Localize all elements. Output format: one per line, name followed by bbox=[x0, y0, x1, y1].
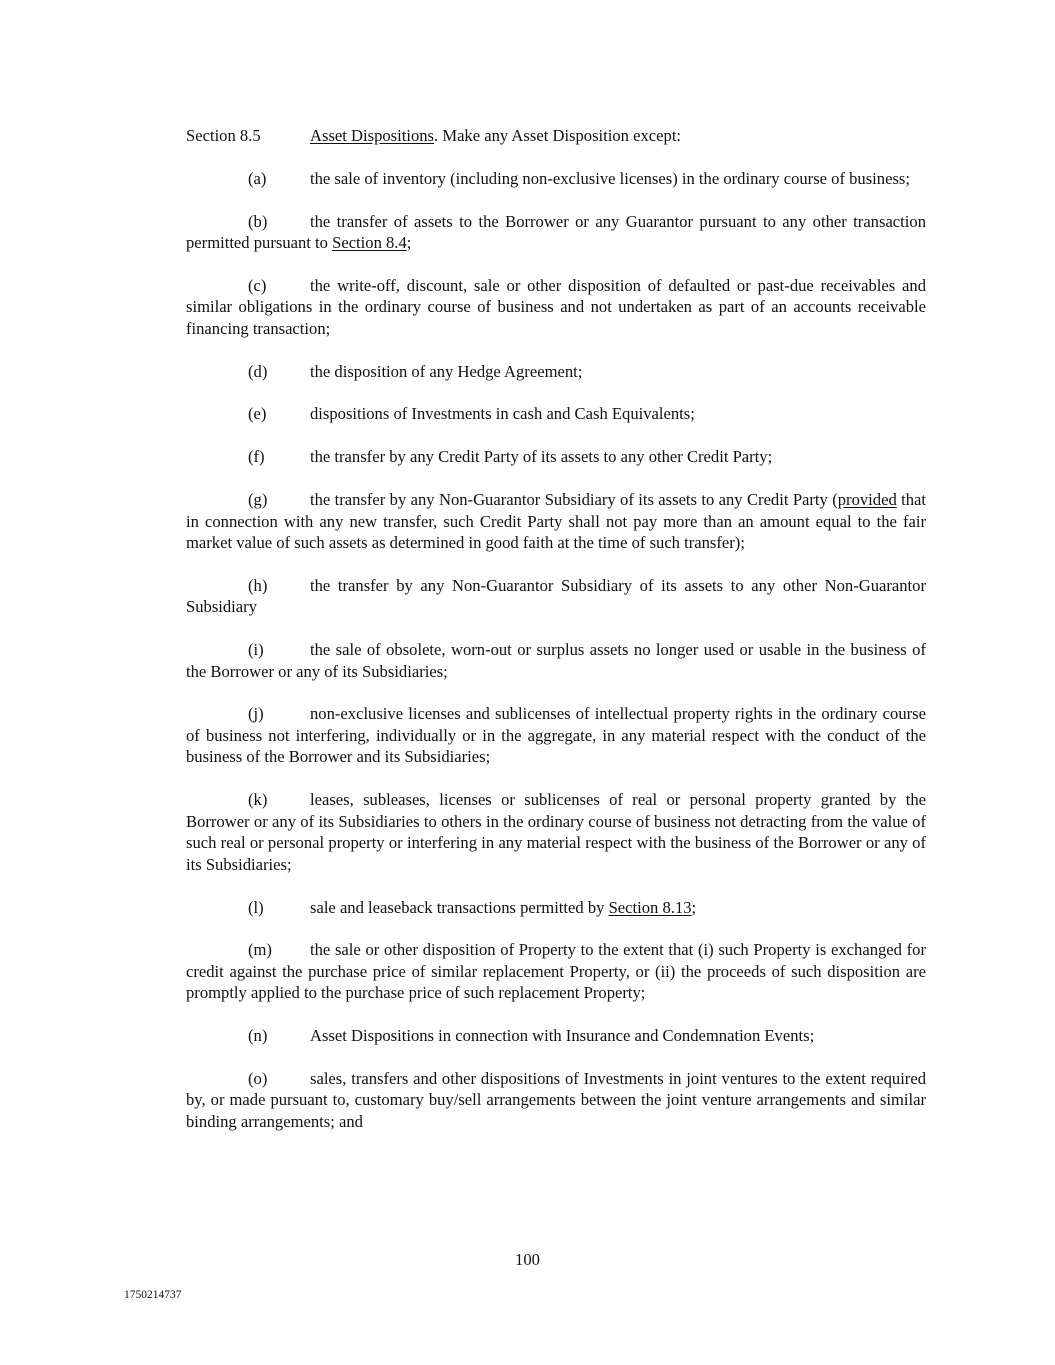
clause-label: (d) bbox=[248, 361, 268, 381]
clause-text: the write-off, discount, sale or other disposition of defaulted or past-due receivables and similar obligations in the ordinary course of business and not undertaken as part of an accounts receivable financing transaction; bbox=[186, 275, 926, 338]
clause-label: (a) bbox=[248, 168, 267, 188]
section-title: Asset Dispositions bbox=[310, 126, 435, 145]
section-heading bbox=[186, 125, 926, 147]
clause-text: the sale or other disposition of Property to the extent that (i) such Property is exchanged for credit against the purchase price of similar replacement Property, or (ii) the proceeds of such disposition are promptly applied to the purchase price of such replacement Property; bbox=[186, 940, 926, 1003]
clause-text: the sale of obsolete, worn-out or surplus assets no longer used or usable in the business of the Borrower or any of its Subsidiaries; bbox=[186, 640, 926, 681]
clause-label: (e) bbox=[248, 404, 267, 424]
clause-text: Asset Dispositions in connection with Insurance and Condemnation Events; bbox=[310, 1026, 815, 1046]
clause-e bbox=[186, 403, 926, 425]
clause-c bbox=[186, 275, 926, 340]
clause-a bbox=[186, 168, 926, 190]
clause-h bbox=[186, 575, 926, 618]
clause-label: (m) bbox=[248, 940, 272, 960]
document-body bbox=[186, 125, 926, 1149]
clause-text-end: ; bbox=[406, 233, 412, 253]
clause-text: the sale of inventory (including non-exclusive licenses) in the ordinary course of business; bbox=[310, 168, 910, 188]
clause-g bbox=[186, 489, 926, 554]
document-id: 1750214737 bbox=[124, 1289, 182, 1301]
clause-text: the transfer by any Credit Party of its assets to any other Credit Party; bbox=[310, 447, 773, 467]
clause-label: (g) bbox=[248, 490, 268, 510]
clause-label: (i) bbox=[248, 640, 264, 660]
clause-i bbox=[186, 639, 926, 682]
clause-l bbox=[186, 897, 926, 919]
clause-text: sales, transfers and other dispositions of Investments in joint ventures to the extent required by, or made pursuant to, customary buy/sell arrangements between the joint venture arrangements and similar binding arrangements; and bbox=[186, 1068, 926, 1131]
clause-text: the transfer by any Non-Guarantor Subsidiary of its assets to any other Non-Guarantor Subsidiary bbox=[186, 575, 926, 617]
clause-label: (k) bbox=[248, 790, 268, 810]
clause-m bbox=[186, 939, 926, 1004]
clause-b bbox=[186, 211, 926, 254]
clause-label: (h) bbox=[248, 575, 268, 595]
clause-n bbox=[186, 1025, 926, 1047]
clause-d bbox=[186, 361, 926, 383]
clause-text: the disposition of any Hedge Agreement; bbox=[310, 361, 583, 381]
clause-label: (n) bbox=[248, 1026, 268, 1046]
clause-text: the transfer by any Non-Guarantor Subsidiary of its assets to any Credit Party ( bbox=[310, 490, 838, 510]
clause-label: (j) bbox=[248, 704, 264, 724]
clause-text: the transfer of assets to the Borrower or any Guarantor pursuant to any other transaction permitted pursuant to bbox=[186, 211, 926, 253]
section-intro: . Make any Asset Disposition except: bbox=[434, 126, 682, 145]
clause-label: (f) bbox=[248, 447, 265, 467]
clause-text: dispositions of Investments in cash and Cash Equivalents; bbox=[310, 404, 695, 424]
clause-text: sale and leaseback transactions permitted by bbox=[310, 897, 609, 917]
section-number: Section 8.5 bbox=[186, 126, 261, 145]
clause-o bbox=[186, 1068, 926, 1133]
clause-k bbox=[186, 789, 926, 875]
clause-j bbox=[186, 703, 926, 768]
provided-term: provided bbox=[837, 490, 897, 510]
clause-text: non-exclusive licenses and sublicenses of intellectual property rights in the ordinary course of business not interfering, individually or in the aggregate, in any material respect with the conduct of the business of the Borrower and its Subsidiaries; bbox=[186, 704, 926, 767]
clause-text-end: that in connection with any new transfer, such Credit Party shall not pay more than an amount equal to the fair market value of such assets as determined in good faith at the time of such transfer); bbox=[186, 490, 926, 553]
clause-text-end: ; bbox=[691, 897, 697, 917]
clause-label: (o) bbox=[248, 1068, 268, 1088]
clause-label: (b) bbox=[248, 211, 268, 231]
section-reference-link[interactable]: Section 8.4 bbox=[332, 233, 407, 253]
clause-label: (l) bbox=[248, 897, 264, 917]
clause-text: leases, subleases, licenses or sublicenses of real or personal property granted by the Borrower or any of its Subsidiaries to others in the ordinary course of business not detracting from the value of such real or personal property or interfering in any material respect with the business of the Borrower or any of its Subsidiaries; bbox=[186, 790, 926, 874]
section-reference-link[interactable]: Section 8.13 bbox=[608, 897, 692, 917]
clause-label: (c) bbox=[248, 275, 267, 295]
page-number: 100 bbox=[515, 1250, 540, 1269]
clause-f bbox=[186, 446, 926, 468]
